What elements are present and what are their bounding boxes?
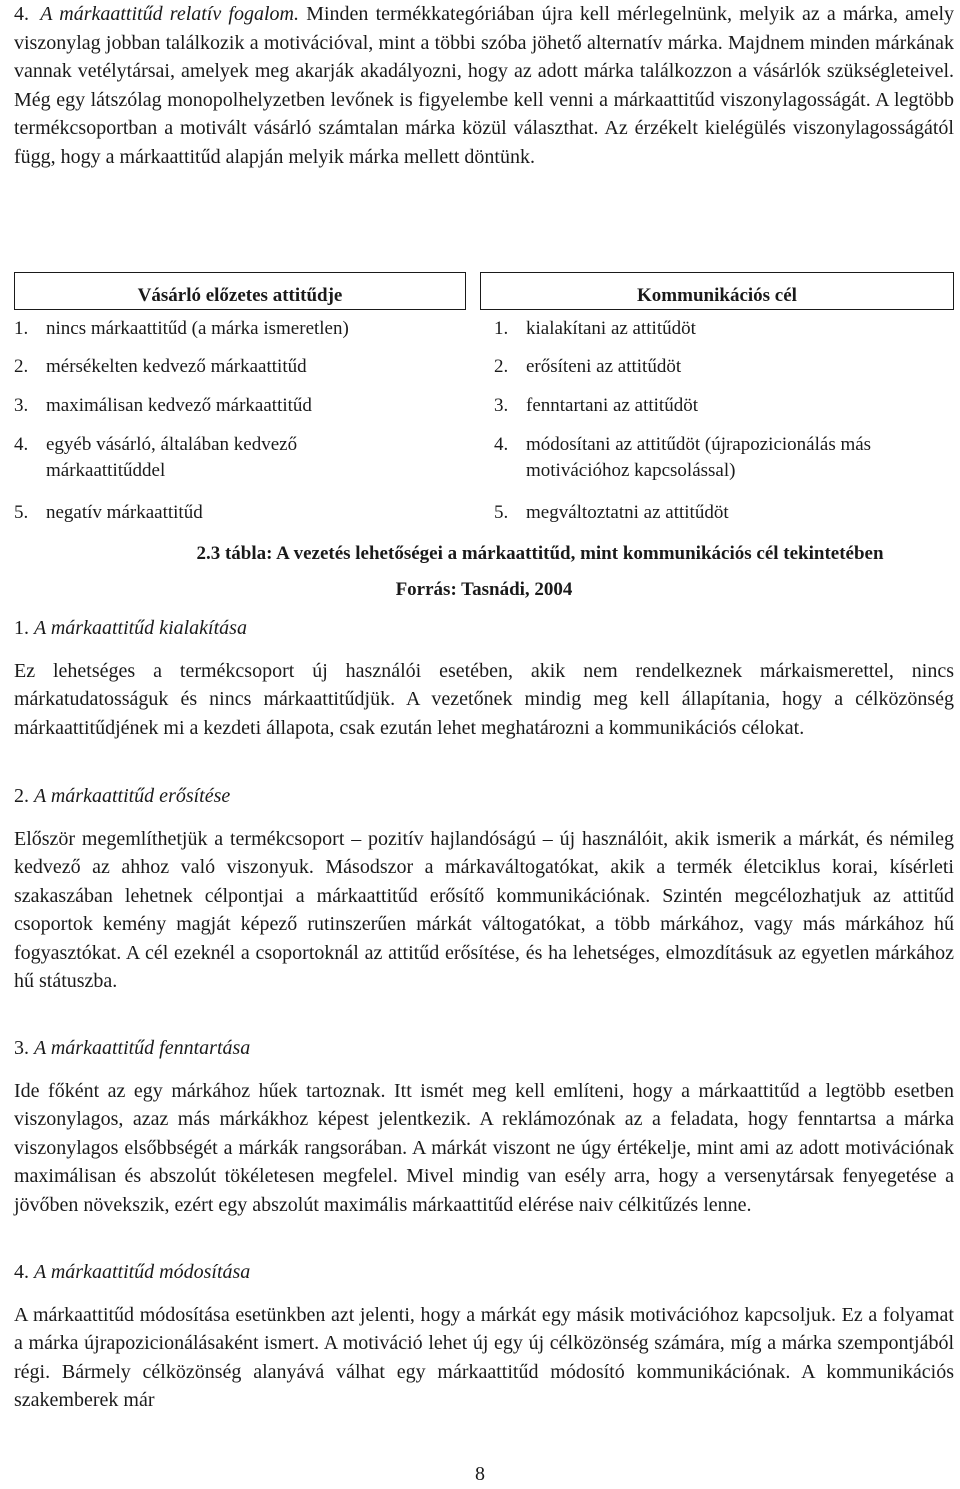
- section-number: 3.: [14, 1037, 29, 1059]
- section-text: Először megemlíthetjük a termékcsoport – pozitív hajlandóságú – új használóit, akik ismerik a márkát, és némileg kedvező az ahhoz való viszonyuk. Másodszor a márkaváltogatókat, akik a termék életciklus korai, kísérleti szakaszában lehetnek célpontjai a márkaattitűd erősítő kommunikációnak. Szintén megcélozhatjuk az attitűd csoportok kemény magját képező rutinszerűen márkát váltogatókat, a több márkához, vagy más márkához hű fogyasztókat. A cél ezeknél a csoportoknál az attitűd erősítése, és ha lehetséges, elmozdításuk az egyetlen márkához hű státuszba.: [14, 827, 954, 992]
- section-2: [14, 782, 954, 996]
- row-left-text: maximálisan kedvező márkaattitűd: [46, 395, 312, 416]
- row-number-right: 4.: [494, 434, 509, 455]
- row-right-text: fenntartani az attitűdöt: [526, 395, 698, 416]
- section-heading: [14, 782, 954, 811]
- section-title: A márkaattitűd erősítése: [34, 785, 231, 807]
- row-number-right: 5.: [494, 502, 509, 523]
- section-3: [14, 1034, 954, 1219]
- row-right-text: megváltoztatni az attitűdöt: [526, 502, 729, 523]
- section-title: A márkaattitűd fenntartása: [34, 1037, 251, 1059]
- intro-text: Minden termékkategóriában újra kell mérlegelnünk, melyik az a márka, amely viszonylag jobban találkozik a motivációval, mint a többi szóba jöhető alternatív márka. Majdnem minden márkának vannak vetélytársai, amelyek meg akarják akadályozni, hogy az adott márka találkozzon a vásárlók szükségleteivel. Még egy látszólag monopolhelyzetben levőnek is figyelembe kell venni a márkaattitűd viszonylagosságát. A legtöbb termékcsoportban a motivált vásárló számtalan márka közül választhat. Az érzékelt kielégülés viszonylagosságától függ, hogy a márkaattitűd alapján melyik márka mellett döntünk.: [14, 3, 955, 168]
- section-text: Ez lehetséges a termékcsoport új használói esetében, akik nem rendelkeznek márkaismerettel, nincs márkatudatosságuk és nincs márkaattitűdjük. A vezetőnek mindig meg kell állapítania, hogy a célközönség márkaattitűdjének mi a kezdeti állapota, csak ezután lehet meghatározni a kommunikációs célokat.: [14, 659, 954, 739]
- row-number-right: 3.: [494, 395, 509, 416]
- row-number-right: 2.: [494, 356, 509, 377]
- section-heading: [14, 1258, 954, 1287]
- row-number-left: 4.: [14, 434, 29, 455]
- section-1: [14, 614, 954, 742]
- row-left-text: mérsékelten kedvező márkaattitűd: [46, 356, 307, 377]
- row-left-text: negatív márkaattitűd: [46, 502, 203, 523]
- section-text: Ide főként az egy márkához hűek tartoznak. Itt ismét meg kell említeni, hogy a márkaattitűd a legtöbb esetben viszonylagos, azaz más márkákhoz képest jelentkezik. A reklámozónak az a feladata, hogy fenntartsa a márka viszonylagos elsőbbségét a márkák rangsorában. A márkát viszont ne úgy értékelje, mint ami az adott motivációnak maximálisan és abszolút tökéletesen megfelel. Mivel mindig van esély arra, hogy a versenytársak fenyegetése a jövőben növekszik, ezért egy abszolút maximális márkaattitűd elérése naiv célkitűzés lenne.: [14, 1079, 954, 1216]
- section-heading: [14, 614, 954, 643]
- section-number: 1.: [14, 617, 29, 639]
- section-title: A márkaattitűd kialakítása: [34, 617, 247, 639]
- table-header-right: Kommunikációs cél: [480, 272, 954, 310]
- section-heading: [14, 1034, 954, 1063]
- section-number: 4.: [14, 1261, 29, 1283]
- row-right-text: módosítani az attitűdöt (újrapozicionálás más motivációhoz kapcsolással): [526, 434, 872, 481]
- table-caption: 2.3 tábla: A vezetés lehetőségei a márkaattitűd, mint kommunikációs cél tekintetében: [196, 543, 884, 564]
- row-left-text: nincs márkaattitűd (a márka ismeretlen): [46, 318, 349, 339]
- table-source: Forrás: Tasnádi, 2004: [395, 579, 573, 600]
- page-number: 8: [475, 1463, 485, 1485]
- row-number-left: 2.: [14, 356, 29, 377]
- row-right-text: erősíteni az attitűdöt: [526, 356, 682, 377]
- row-left-text: egyéb vásárló, általában kedvező márkaattitűddel: [46, 434, 298, 481]
- section-4: [14, 1258, 954, 1415]
- section-number: 2.: [14, 785, 29, 807]
- row-number-left: 3.: [14, 395, 29, 416]
- row-number-left: 5.: [14, 502, 29, 523]
- intro-paragraph: [14, 0, 954, 171]
- table-header-left: Vásárló előzetes attitűdje: [14, 272, 466, 310]
- row-right-text: kialakítani az attitűdöt: [526, 318, 696, 339]
- intro-heading: A márkaattitűd relatív fogalom.: [40, 3, 299, 25]
- row-number-left: 1.: [14, 318, 29, 339]
- intro-number: 4.: [14, 3, 29, 25]
- row-number-right: 1.: [494, 318, 509, 339]
- section-title: A márkaattitűd módosítása: [34, 1261, 251, 1283]
- section-text: A márkaattitűd módosítása esetünkben azt jelenti, hogy a márkát egy másik motivációhoz kapcsoljuk. Ez a folyamat a márka újrapozicionálásaként ismert. A motiváció lehet új egy új célközönség számára, míg a márka szempontjából régi. Bármely célközönség alanyává válhat egy márkaattitűd módosító kommunikációnak. A kommunikációs szakemberek már: [14, 1303, 954, 1411]
